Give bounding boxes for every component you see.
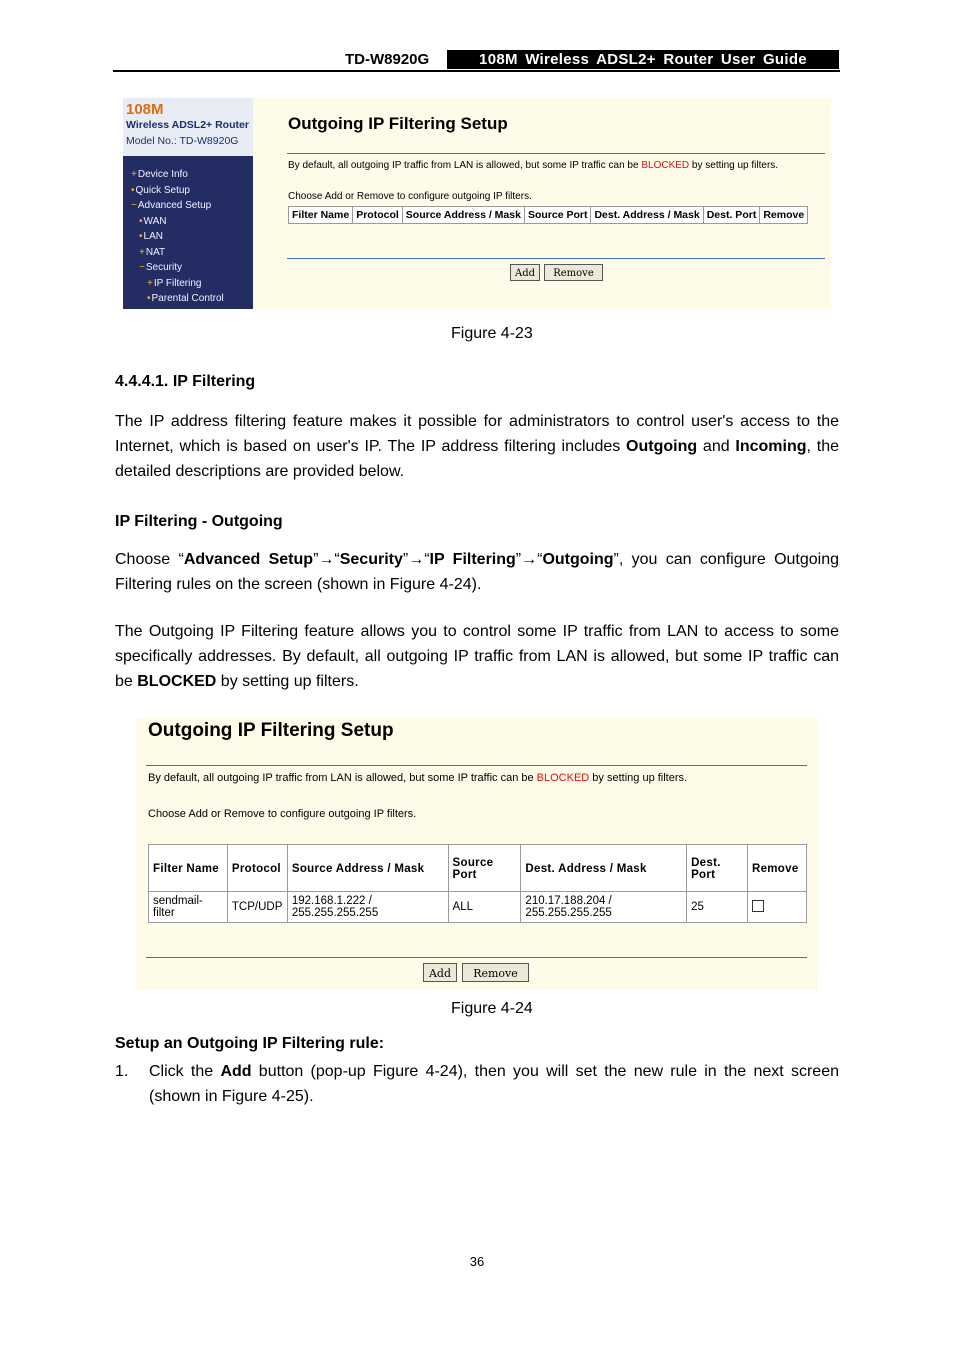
remove-checkbox[interactable] (752, 900, 764, 912)
table-cell: TCP/UDP (227, 892, 287, 923)
column-header: Dest. Address / Mask (521, 845, 687, 892)
figure2-caption: Figure 4-24 (451, 1000, 533, 1017)
menu-marker: • (139, 215, 143, 227)
filter-table (288, 206, 808, 224)
sidebar-item-quick-setup[interactable] (131, 185, 190, 196)
sidebar-item-lan[interactable] (139, 231, 163, 242)
instruction-text: Choose Add or Remove to configure outgoing IP filters. (288, 191, 532, 202)
default-description: By default, all outgoing IP traffic from LAN is allowed, but some IP traffic can be BLOCKED by setting up filters. (288, 160, 779, 171)
steps-heading: Setup an Outgoing IP Filtering rule: (115, 1035, 385, 1052)
column-header: Protocol (353, 207, 403, 224)
sidebar-item-device-info[interactable] (131, 169, 188, 180)
column-header: Dest. Address / Mask (591, 207, 703, 224)
logo-model-label: Model No.: (126, 135, 177, 147)
column-header: Filter Name (149, 845, 228, 892)
table-cell: 25 (687, 892, 748, 923)
column-header: Remove (747, 845, 806, 892)
menu-marker: − (131, 200, 137, 211)
figure1-main (253, 98, 831, 309)
menu-marker: − (139, 262, 145, 273)
menu-label: IP Filtering (153, 277, 202, 289)
column-header: Source Port (524, 207, 591, 224)
sub-heading: IP Filtering - Outgoing (115, 513, 283, 530)
column-header: Filter Name (289, 207, 353, 224)
menu-marker: • (139, 231, 143, 242)
menu-marker: • (131, 184, 135, 196)
menu-label: Parental Control (151, 293, 224, 304)
step-text: Click the Add button (pop-up Figure 4-24), then you will set the new rule in the next screen (shown in Figure 4-25). (149, 1063, 839, 1105)
router-logo (123, 98, 253, 156)
menu-label: LAN (143, 231, 163, 242)
logo-product: Wireless ADSL2+ Router (126, 119, 249, 131)
sidebar-item-advanced-setup[interactable] (131, 200, 211, 211)
table-cell: ALL (448, 892, 521, 923)
bottom-rule-2 (146, 957, 807, 958)
remove-button-2[interactable]: Remove (462, 963, 529, 982)
column-header: Source Address / Mask (402, 207, 524, 224)
column-header: Dest. Port (703, 207, 760, 224)
figure2-panel (136, 718, 818, 990)
figure1-caption: Figure 4-23 (451, 325, 533, 342)
menu-marker: + (131, 169, 137, 180)
title-rule-2 (146, 765, 807, 766)
table-header-row-2 (149, 845, 807, 892)
table-row (149, 892, 807, 923)
add-button-2[interactable]: Add (423, 963, 457, 982)
page-title: Outgoing IP Filtering Setup (288, 114, 508, 133)
step-number: 1. (115, 1063, 129, 1080)
sidebar-item-security[interactable] (139, 262, 182, 273)
menu-label: Quick Setup (135, 184, 190, 196)
feature-paragraph: The Outgoing IP Filtering feature allows you to control some IP traffic from LAN to access to some specifically addresses. By default, all outgoing IP traffic from LAN is allowed, but some IP traffic can be BLOCKED by setting up filters. (115, 623, 839, 690)
menu-label: NAT (145, 246, 166, 258)
menu-label: Advanced Setup (137, 200, 212, 211)
menu-label: WAN (143, 215, 167, 227)
title-rule (287, 153, 825, 154)
menu-label: Security (145, 262, 182, 273)
menu-marker: + (147, 277, 153, 289)
table-cell: 210.17.188.204 / 255.255.255.255 (521, 892, 687, 923)
remove-button[interactable]: Remove (544, 264, 603, 281)
table-header-row (289, 207, 808, 224)
bottom-rule (287, 258, 825, 259)
logo-model-value: TD-W8920G (179, 135, 239, 147)
column-header: Dest. Port (687, 845, 748, 892)
column-header: Source Address / Mask (287, 845, 448, 892)
logo-brand: 108M (126, 101, 164, 118)
filter-table-2 (148, 844, 807, 923)
page-title-large: Outgoing IP Filtering Setup (148, 720, 394, 741)
intro-paragraph: The IP address filtering feature makes it possible for administrators to control user's access to the Internet, which is based on user's IP. The IP address filtering includes Outgoing and Incoming, the detailed descriptions are provided below. (115, 413, 839, 480)
menu-marker: + (139, 246, 145, 258)
page-number: 36 (469, 1254, 485, 1269)
add-button[interactable]: Add (510, 264, 540, 281)
sidebar-item-parental-control[interactable] (147, 293, 224, 304)
column-header: Remove (760, 207, 808, 224)
header-rule (113, 70, 840, 72)
sidebar-item-wan[interactable] (139, 216, 166, 227)
header-title: 108M Wireless ADSL2+ Router User Guide (447, 50, 839, 69)
column-header: Source Port (448, 845, 521, 892)
logo-model (126, 135, 238, 147)
menu-marker: • (147, 293, 151, 304)
remove-cell (747, 892, 806, 923)
table-cell: sendmail-filter (149, 892, 228, 923)
choose-paragraph: Choose “Advanced Setup”→“Security”→“IP Filtering”→“Outgoing”, you can configure Outgoing Filtering rules on the screen (shown in Figure 4-24). (115, 551, 840, 593)
sidebar-item-nat[interactable] (139, 247, 165, 258)
column-header: Protocol (227, 845, 287, 892)
header-model: TD-W8920G (345, 51, 430, 68)
figure1-sidebar (123, 98, 253, 309)
default-description-2: By default, all outgoing IP traffic from LAN is allowed, but some IP traffic can be BLOCKED by setting up filters. (148, 772, 688, 784)
instruction-text-2: Choose Add or Remove to configure outgoing IP filters. (148, 808, 417, 820)
section-heading: 4.4.4.1. IP Filtering (115, 373, 256, 390)
sidebar-item-ip-filtering[interactable] (147, 278, 201, 289)
table-cell: 192.168.1.222 / 255.255.255.255 (287, 892, 448, 923)
menu-label: Device Info (137, 169, 188, 180)
